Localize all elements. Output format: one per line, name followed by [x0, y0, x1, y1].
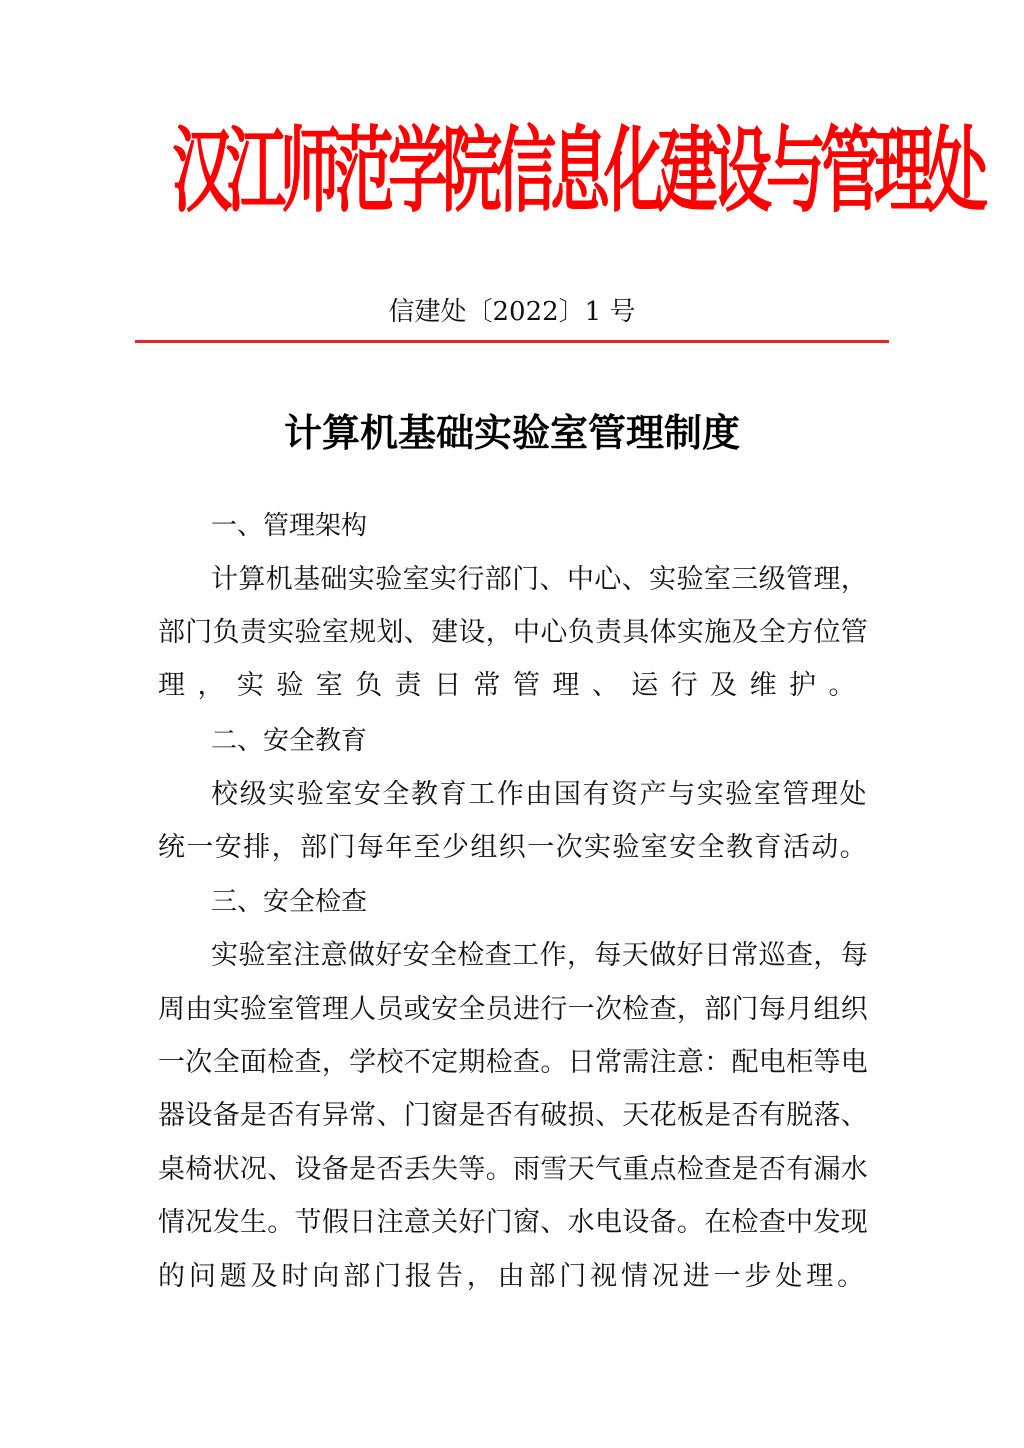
- section-heading: 二、安全教育: [211, 726, 368, 756]
- paragraph-line: 桌椅状况、设备是否丢失等。雨雪天气重点检查是否有漏水: [158, 1154, 869, 1185]
- document-number: 信建处〔2022〕1 号: [388, 297, 636, 327]
- red-divider-rule: [135, 340, 889, 343]
- paragraph-line: 理，实验室负责日常管理、运行及维护。: [158, 670, 868, 701]
- paragraph-line: 计算机基础实验室实行部门、中心、实验室三级管理，: [211, 564, 869, 595]
- section-heading: 三、安全检查: [211, 887, 368, 917]
- paragraph-line: 校级实验室安全教育工作由国有资产与实验室管理处: [211, 779, 869, 810]
- paragraph-line: 统一安排，部门每年至少组织一次实验室安全教育活动。: [158, 832, 868, 863]
- section-heading: 一、管理架构: [211, 511, 368, 541]
- paragraph-line: 实验室注意做好安全检查工作，每天做好日常巡查，每: [211, 940, 869, 971]
- paragraph-line: 部门负责实验室规划、建设，中心负责具体实施及全方位管: [158, 617, 869, 648]
- paragraph-line: 的问题及时向部门报告，由部门视情况进一步处理。: [158, 1261, 869, 1292]
- paragraph-line: 器设备是否有异常、门窗是否有破损、天花板是否有脱落、: [158, 1100, 869, 1131]
- paragraph-line: 周由实验室管理人员或安全员进行一次检查，部门每月组织: [158, 994, 869, 1025]
- issuing-office-masthead: 汉江师范学院信息化建设与管理处: [172, 117, 982, 227]
- paragraph-line: 情况发生。节假日注意关好门窗、水电设备。在检查中发现: [158, 1207, 869, 1238]
- paragraph-line: 一次全面检查，学校不定期检查。日常需注意：配电柜等电: [158, 1047, 869, 1078]
- document-title: 计算机基础实验室管理制度: [283, 411, 740, 455]
